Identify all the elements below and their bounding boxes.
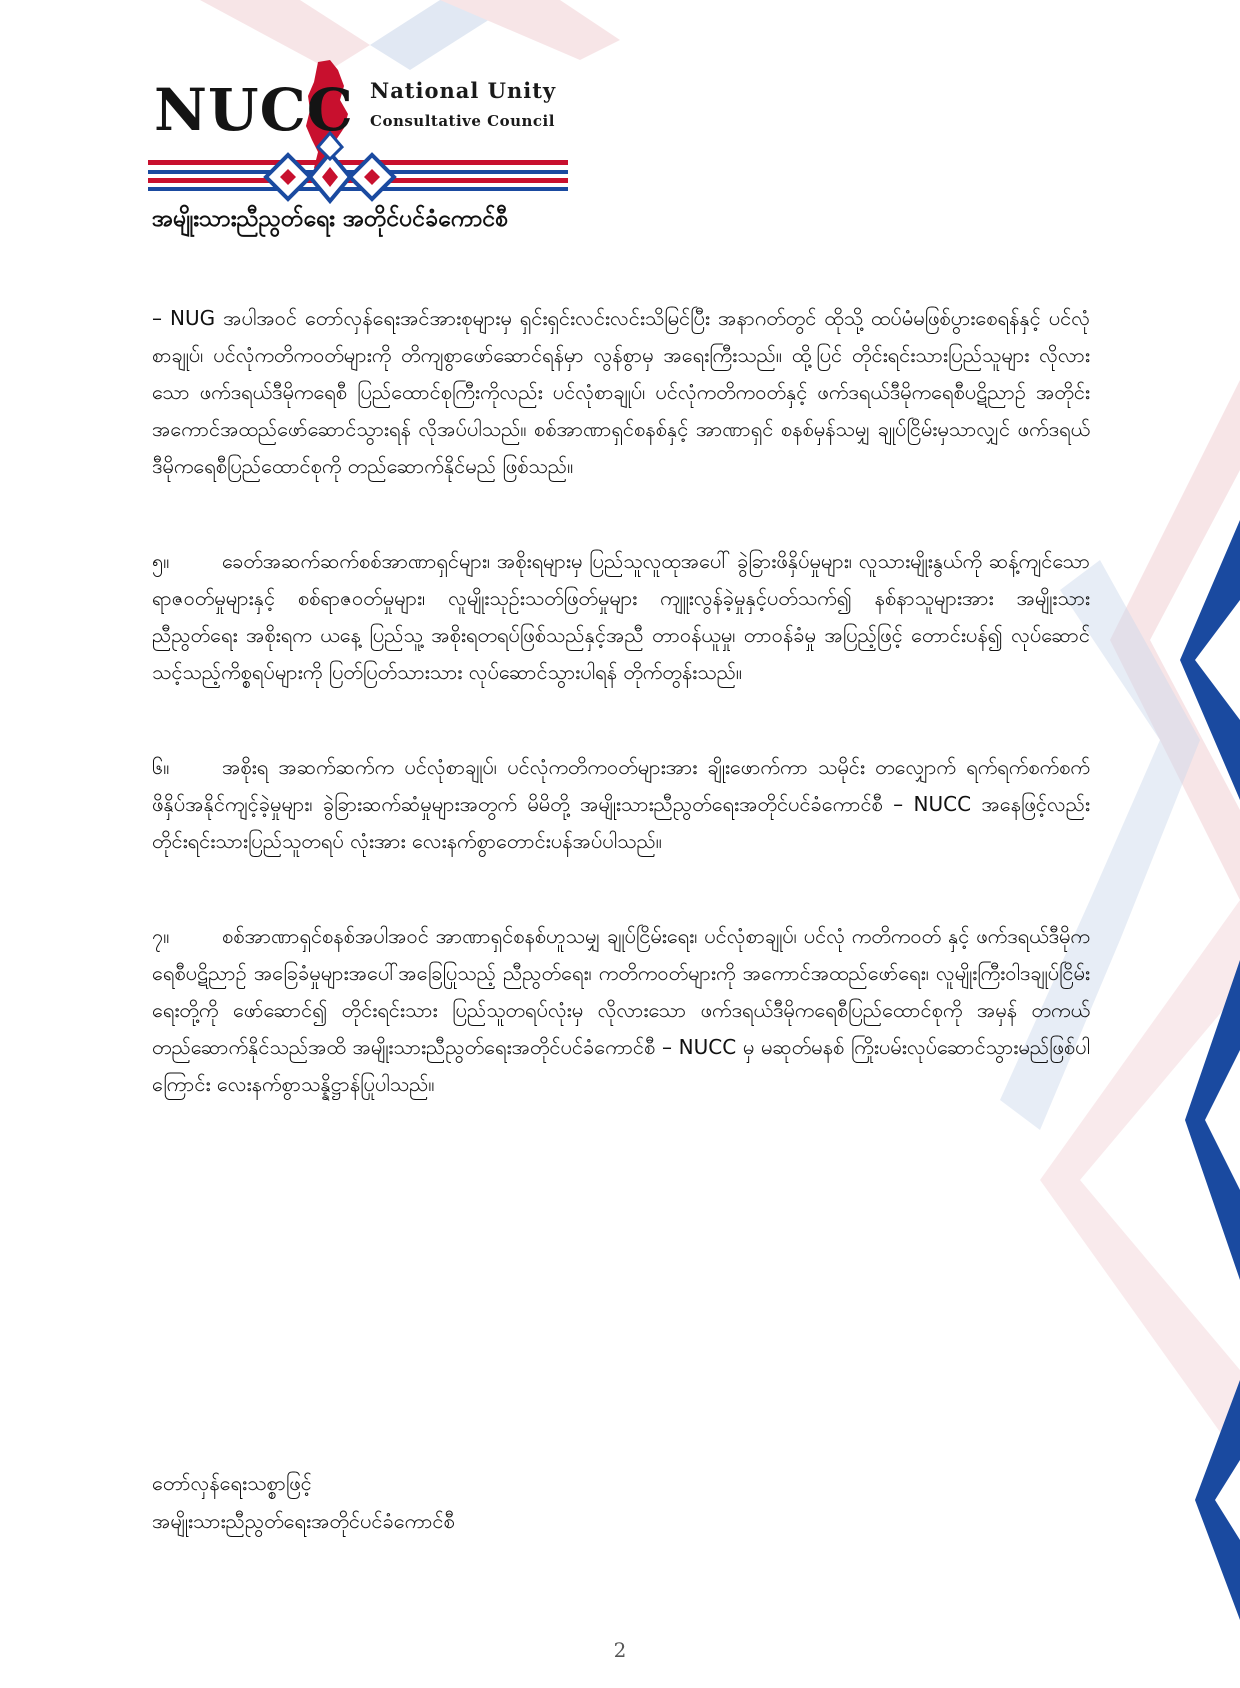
document-body (152, 300, 1090, 1161)
closing-line-2: အမျိုးသားညီညွတ်ရေးအတိုင်ပင်ခံကောင်စီ (152, 1509, 455, 1533)
nucc-logo (148, 56, 568, 246)
paragraph-text: အစိုးရ အဆက်ဆက်က ပင်လုံစာချုပ်၊ ပင်လုံကတိကဝတ်များအား ချိုးဖောက်ကာ သမိုင်း တလျှောက် ရက်ရက်စက်စက် ဖိနှိပ်အနိုင်ကျင့်ခဲ့မှုများ၊ ခွဲခြားဆက်ဆံမှုများအတွက် မိမိတို့ အမျိုးသားညီညွတ်ရေးအတိုင်ပင်ခံကောင်စီ – NUCC အနေဖြင့်လည်း တိုင်းရင်းသားပြည်သူတရပ် လုံးအား လေးနက်စွာတောင်းပန်အပ်ပါသည်။ (152, 755, 1090, 853)
paragraph-7 (152, 918, 1090, 1103)
closing-signature (152, 1464, 455, 1540)
page-number: 2 (613, 1638, 627, 1662)
right-chevron-decoration-blue (1180, 520, 1240, 1620)
paragraph-5 (152, 543, 1090, 691)
paragraph-number: ၆။ (152, 755, 170, 779)
closing-line-1: တော်လှန်ရေးသစ္စာဖြင့် (152, 1471, 312, 1495)
paragraph-number: ၇။ (152, 924, 170, 948)
logo-english-line2: Consultative Council (370, 112, 555, 130)
logo-english-line1: National Unity (370, 78, 557, 103)
paragraph-text: – NUG အပါအဝင် တော်လှန်ရေးအင်အားစုများမှ ရှင်းရှင်းလင်းလင်းသိမြင်ပြီး အနာဂတ်တွင် ထိုသို့ ထပ်မံမဖြစ်ပွားစေရန်နှင့် ပင်လုံစာချုပ်၊ ပင်လုံကတိကဝတ်များကို တိကျစွာဖော်ဆောင်ရန်မှာ လွန်စွာမှ အရေးကြီးသည်။ ထို့ပြင် တိုင်းရင်းသားပြည်သူများ လိုလားသော ဖက်ဒရယ်ဒီမိုကရေစီ ပြည်ထောင်စုကြီးကိုလည်း ပင်လုံစာချုပ်၊ ပင်လုံကတိကဝတ်နှင့် ဖက်ဒရယ်ဒီမိုကရေစီပဋိညာဉ် အတိုင်း အကောင်အထည်ဖော်ဆောင်သွားရန် လိုအပ်ပါသည်။ စစ်အာဏာရှင်စနစ်နှင့် အာဏာရှင် စနစ်မှန်သမျှ ချုပ်ငြိမ်းမှသာလျှင် ဖက်ဒရယ်ဒီမိုကရေစီပြည်ထောင်စုကို တည်ဆောက်နိုင်မည် ဖြစ်သည်။ (152, 306, 1090, 478)
logo-myanmar-name: အမျိုးသားညီညွတ်ရေး အတိုင်ပင်ခံကောင်စီ (152, 206, 509, 232)
paragraph-6 (152, 749, 1090, 860)
paragraph-text: စစ်အာဏာရှင်စနစ်အပါအဝင် အာဏာရှင်စနစ်ဟူသမျှ ချုပ်ငြိမ်းရေး၊ ပင်လုံစာချုပ်၊ ပင်လုံ ကတိကဝတ် နှင့် ဖက်ဒရယ်ဒီမိုကရေစီပဋိညာဉ် အခြေခံမှုများအပေါ်အခြေပြုသည့် ညီညွတ်ရေး၊ ကတိကဝတ်များကို အကောင်အထည်ဖော်ရေး၊ လူမျိုးကြီးဝါဒချုပ်ငြိမ်းရေးတို့ကို ဖော်ဆောင်၍ တိုင်းရင်းသား ပြည်သူတရပ်လုံးမှ လိုလားသော ဖက်ဒရယ်ဒီမိုကရေစီပြည်ထောင်စုကို အမှန် တကယ် တည်ဆောက်နိုင်သည်အထိ အမျိုးသားညီညွတ်ရေးအတိုင်ပင်ခံကောင်စီ – NUCC မှ မဆုတ်မနစ် ကြိုးပမ်းလုပ်ဆောင်သွားမည်ဖြစ်ပါကြောင်း လေးနက်စွာသန္နိဋ္ဌာန်ပြုပါသည်။ (152, 924, 1090, 1096)
paragraph-number: ၅။ (152, 549, 170, 573)
paragraph-text: ခေတ်အဆက်ဆက်စစ်အာဏာရှင်များ၊ အစိုးရများမှ ပြည်သူလူထုအပေါ် ခွဲခြားဖိနှိပ်မှုများ၊ လူသားမျိုးနွယ်ကို ဆန့်ကျင်သော ရာဇဝတ်မှုများနှင့် စစ်ရာဇဝတ်မှုများ၊ လူမျိုးသုဉ်းသတ်ဖြတ်မှုများ ကျူးလွန်ခဲ့မှုနှင့်ပတ်သက်၍ နစ်နာသူများအား အမျိုးသားညီညွတ်ရေး အစိုးရက ယနေ့ ပြည်သူ့ အစိုးရတရပ်ဖြစ်သည်နှင့်အညီ တာဝန်ယူမှု၊ တာဝန်ခံမှု အပြည့်ဖြင့် တောင်းပန်၍ လုပ်ဆောင်သင့်သည့်ကိစ္စရပ်များကို ပြတ်ပြတ်သားသား လုပ်ဆောင်သွားပါရန် တိုက်တွန်းသည်။ (152, 549, 1090, 684)
paragraph-continuation (152, 300, 1090, 485)
logo-acronym: NUCC (154, 76, 354, 144)
